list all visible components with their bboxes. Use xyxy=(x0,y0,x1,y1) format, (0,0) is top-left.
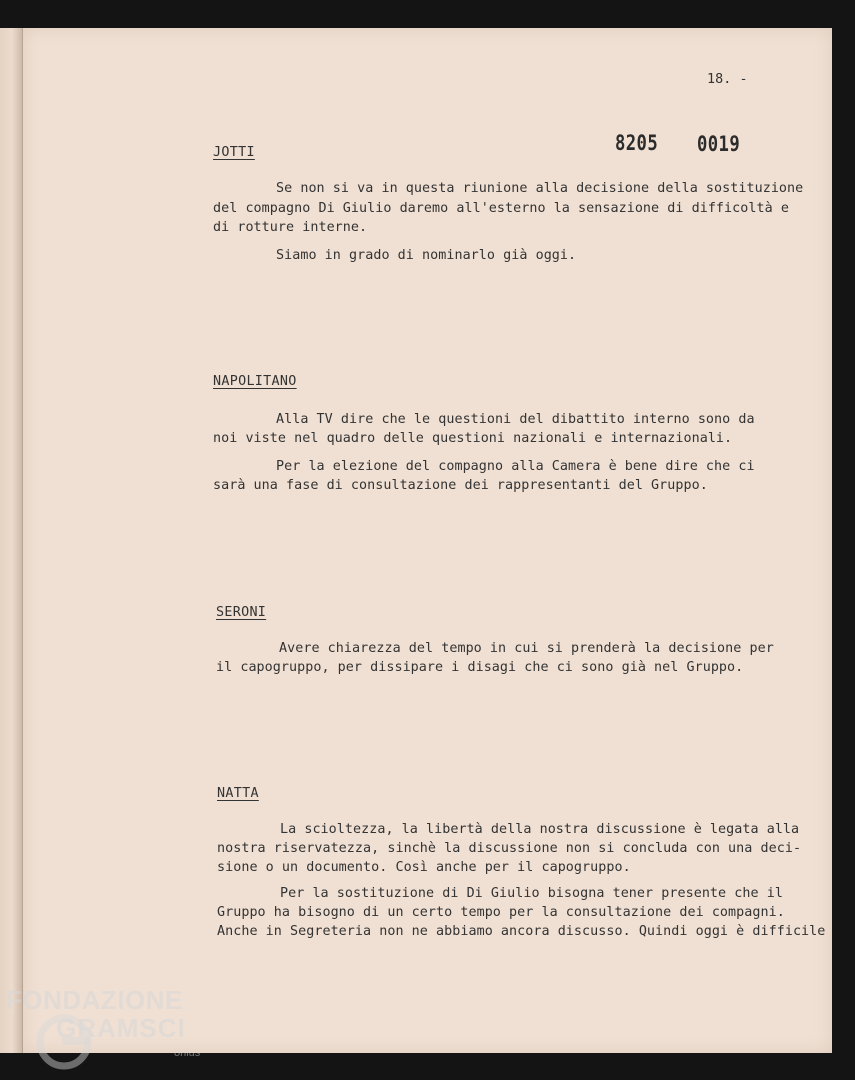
archive-stamp-left: 8205 xyxy=(615,131,659,155)
paragraph-line: La scioltezza, la libertà della nostra discussione è legata alla xyxy=(280,822,800,837)
paragraph-line: Anche in Segreteria non ne abbiamo ancora discusso. Quindi oggi è difficile xyxy=(217,924,826,939)
paragraph-line: noi viste nel quadro delle questioni nazionali e internazionali. xyxy=(213,431,733,446)
archive-stamp-right: 0019 xyxy=(697,132,741,156)
paragraph-line: Alla TV dire che le questioni del dibattito interno sono da xyxy=(276,412,755,427)
watermark-sub: onlus xyxy=(174,1047,201,1059)
paragraph-line: Per la sostituzione di Di Giulio bisogna tener presente che il xyxy=(280,886,783,901)
fondazione-gramsci-watermark xyxy=(4,985,214,1080)
speaker-napolitano: NAPOLITANO xyxy=(213,374,297,389)
speaker-jotti: JOTTI xyxy=(213,145,255,160)
paragraph-line: nostra riservatezza, sinchè la discussione non si concluda con una deci- xyxy=(217,841,802,856)
paragraph-line: di rotture interne. xyxy=(213,220,368,235)
paragraph-line: Se non si va in questa riunione alla decisione della sostituzione xyxy=(276,181,804,196)
speaker-natta: NATTA xyxy=(217,786,259,801)
speaker-seroni: SERONI xyxy=(216,605,267,620)
watermark-line2: GRAMSCI xyxy=(56,1013,186,1043)
paragraph-line: sarà una fase di consultazione dei rappresentanti del Gruppo. xyxy=(213,478,708,493)
page-number: 18. - xyxy=(707,72,748,87)
paragraph-line: sione o un documento. Così anche per il capogruppo. xyxy=(217,860,631,875)
paragraph-line: Gruppo ha bisogno di un certo tempo per la consultazione dei compagni. xyxy=(217,905,785,920)
paragraph-line: Per la elezione del compagno alla Camera è bene dire che ci xyxy=(276,459,755,474)
paragraph-line: del compagno Di Giulio daremo all'esterno la sensazione di difficoltà e xyxy=(213,201,789,216)
document-page xyxy=(23,28,832,1053)
binding-edge xyxy=(0,28,23,1053)
paragraph-line: Siamo in grado di nominarlo già oggi. xyxy=(276,248,577,263)
paragraph-line: il capogruppo, per dissipare i disagi che ci sono già nel Gruppo. xyxy=(216,660,744,675)
watermark-line1: FONDAZIONE xyxy=(6,985,183,1015)
paragraph-line: Avere chiarezza del tempo in cui si prenderà la decisione per xyxy=(279,641,774,656)
